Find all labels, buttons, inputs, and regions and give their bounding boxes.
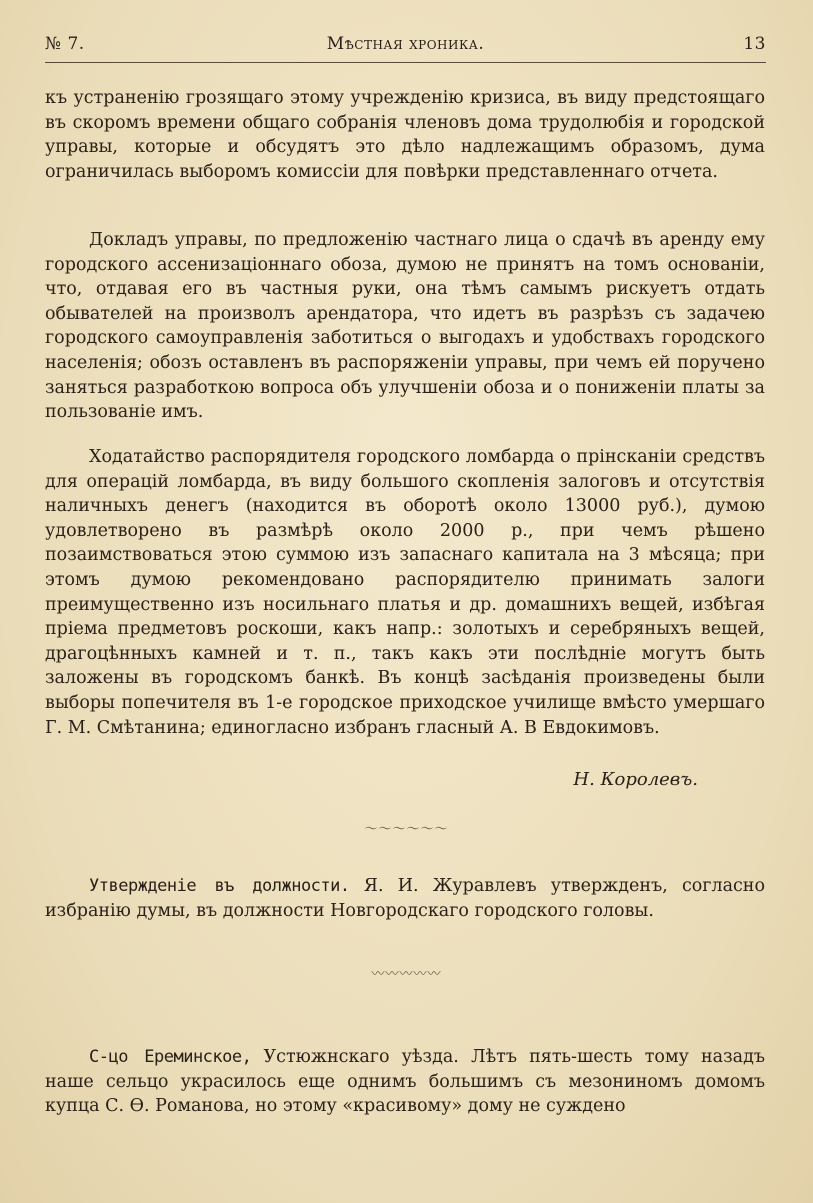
paragraph-pawnshop: Ходатайство распорядителя городского ломбарда о прінсканіи средствъ для операцій ломбарда, въ виду большого скопленія залоговъ и отсутствія наличныхъ денегъ (находится въ оборотѣ около 13000 руб.), думою удовлетворено въ размѣрѣ около 2000 р., при чемъ рѣшено позаимствоваться этою суммою изъ запаснаго капитала на 3 мѣсяца; при этомъ думою рекомендовано распорядителю принимать залоги преимущественно изъ носильнаго платья и др. домашнихъ вещей, избѣгая пріема предметовъ роскоши, какъ напр.: золотыхъ и серебряныхъ вещей, драгоцѣнныхъ камней и т. п., такъ какъ эти послѣдніе могутъ быть заложены въ городскомъ банкѣ. Въ концѣ засѣданія произведены были выборы попечителя въ 1-е городское приходское училище вмѣсто умершаго Г. М. Смѣтанина; единогласно избранъ гласный А. В Евдокимовъ. bbox=[45, 447, 765, 738]
paragraph-body: Устюжнскаго уѣзда. Лѣтъ пять-шесть тому назадъ наше сельцо украсилось еще однимъ большимъ съ мезониномъ домомъ купца С. Ѳ. Романова, но этому «красивому» дому не суждено bbox=[45, 1047, 765, 1117]
paragraph-heading: С-цо Ереминское, bbox=[89, 1047, 252, 1067]
page-number: 13 bbox=[743, 34, 766, 54]
paragraph-body: Я. И. Журавлевъ утвержденъ, согласно избранію думы, въ должности Новгородскаго городского головы. bbox=[45, 876, 766, 921]
author-signature: Н. Королевъ. bbox=[573, 769, 698, 790]
ornament-divider: 〜〜〜〜〜〜 bbox=[364, 822, 449, 837]
paragraph-sewage-report: Докладъ управы, по предложенію частнаго лица о сдачѣ въ аренду ему городского ассенизаціоннаго обоза, думою не принятъ на томъ основаніи, что, отдавая его въ частныя руки, она тѣмъ самымъ рискуетъ отдать обывателей на произволъ арендатора, что идетъ въ разрѣзъ съ задачею городского самоуправленія заботиться о выгодахъ и удобствахъ городского населенія; обозъ оставленъ въ распоряженіи управы, при чемъ ей поручено заняться разработкою вопроса объ улучшеніи обоза и о пониженіи платы за пользованіе имъ. bbox=[45, 230, 765, 423]
header-rule bbox=[45, 62, 766, 63]
paragraph-continued: къ устраненію грозящаго этому учрежденію кризиса, въ виду предстоящаго въ скоромъ времени общаго собранія членовъ дома трудолюбія и городской управы, которые и обсудятъ это дѣло надлежащимъ образомъ, дума ограничилась выборомъ комиссіи для повѣрки представленнаго отчета. bbox=[45, 88, 765, 182]
page-header bbox=[45, 34, 766, 58]
paragraph-heading: Утвержденіе въ должности. bbox=[89, 876, 350, 896]
section-title: Мѣстная хроника. bbox=[326, 34, 485, 54]
ornament-divider: 〰〰〰〰〰 bbox=[371, 967, 442, 982]
paragraph-appointment bbox=[45, 874, 765, 923]
paragraph-village bbox=[45, 1045, 765, 1119]
issue-number: № 7. bbox=[45, 34, 85, 54]
